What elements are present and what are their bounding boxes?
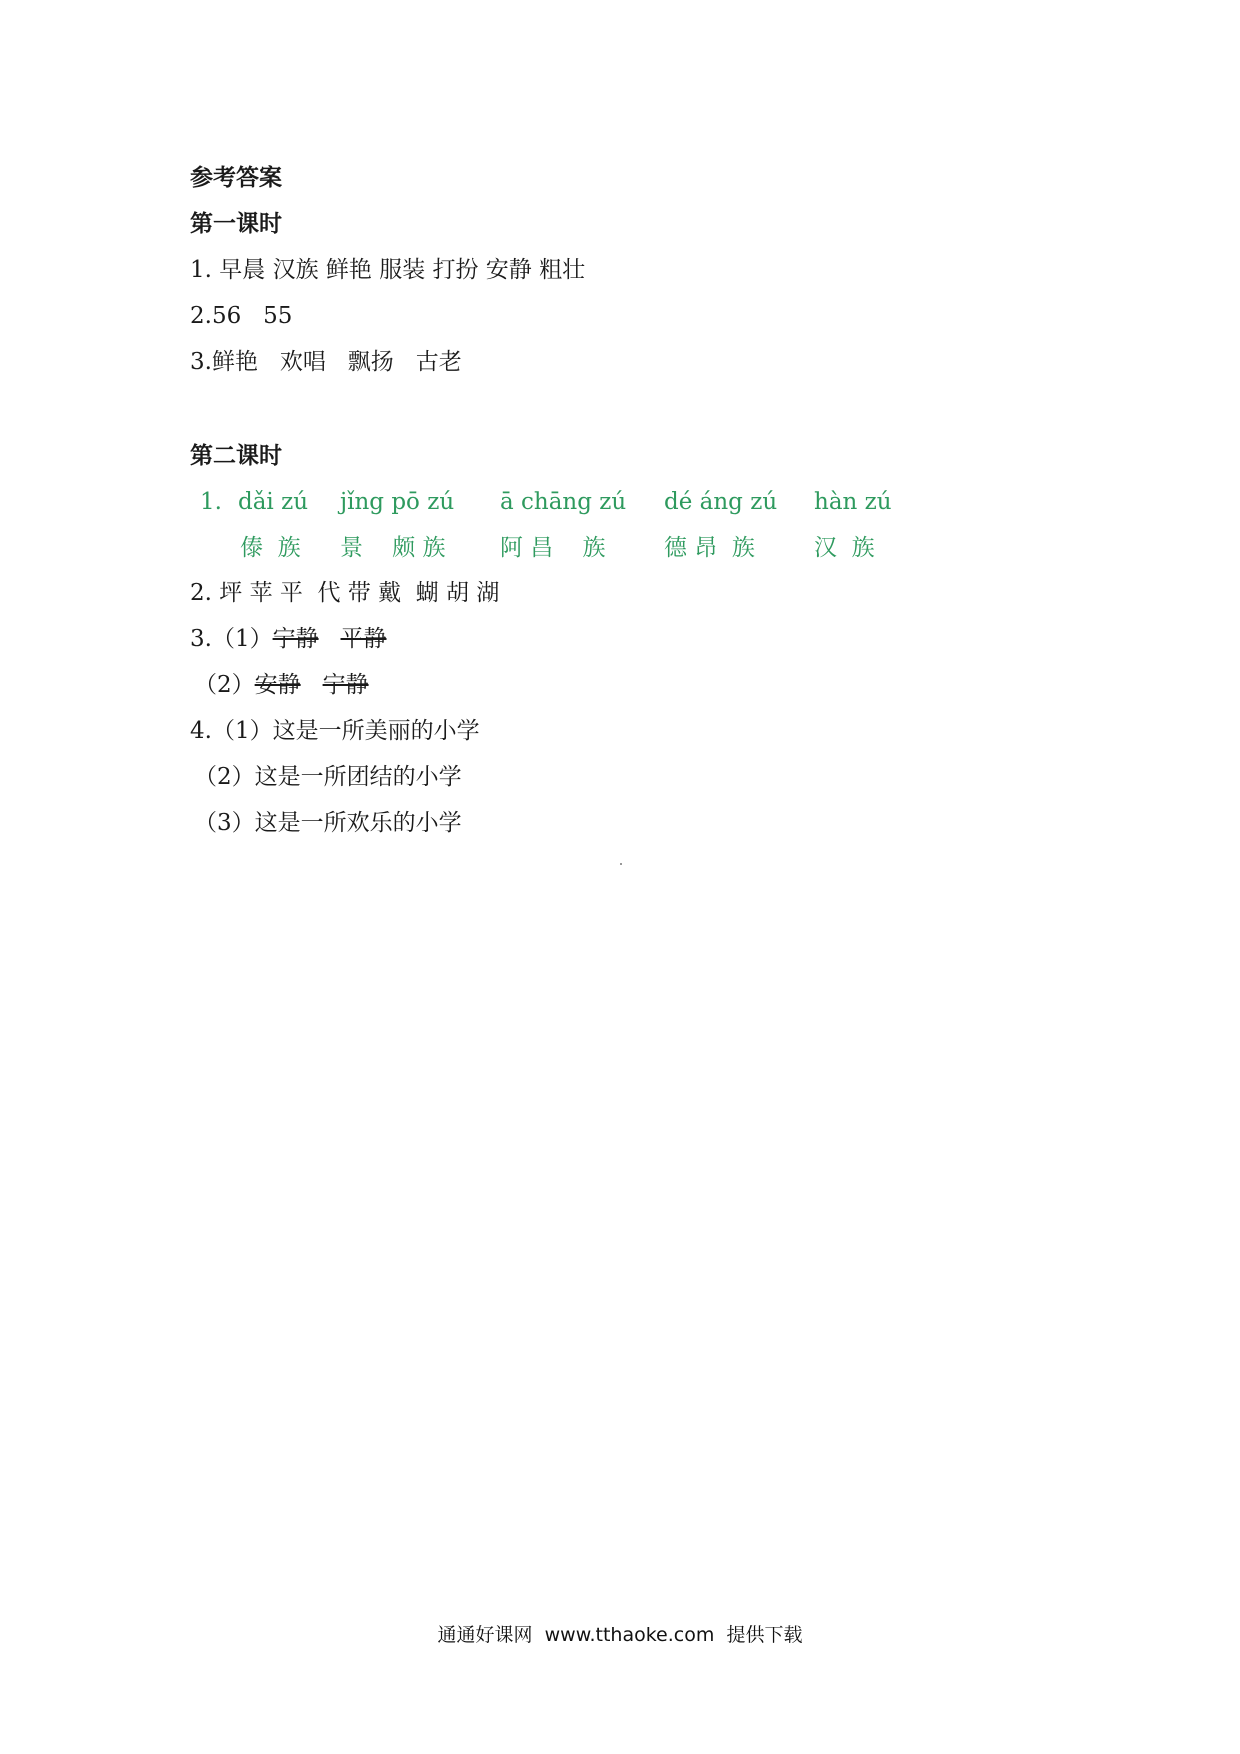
- pinyin-item: dé áng zú: [664, 489, 778, 515]
- lesson2-answer-4-3: （3）这是一所欢乐的小学: [194, 810, 462, 836]
- lesson2-answer-4-2: （2）这是一所团结的小学: [194, 764, 462, 790]
- pinyin-row: [0, 487, 1240, 517]
- pinyin-item: hàn zú: [814, 489, 892, 515]
- lesson2-answer-4-1: 4.（1）这是一所美丽的小学: [190, 718, 480, 744]
- lesson2-answer-3-2: [194, 670, 369, 700]
- lesson1-answer-1: 1. 早晨 汉族 鲜艳 服装 打扮 安静 粗壮: [190, 257, 586, 283]
- lesson2-heading: 第二课时: [190, 443, 282, 469]
- page-footer: 通通好课网 www.tthaoke.com 提供下载: [437, 1624, 803, 1646]
- pinyin-item: jǐng pō zú: [340, 489, 455, 515]
- lesson1-answer-2: 2.56 55: [190, 303, 293, 329]
- answer-label: 3.（1）: [190, 626, 273, 652]
- lesson1-heading: 第一课时: [190, 211, 282, 237]
- hanzi-item: 德 昂 族: [664, 535, 755, 561]
- hanzi-item: 景 颇 族: [340, 535, 446, 561]
- stray-dot: [620, 863, 622, 865]
- lesson2-answer-1-number: 1.: [200, 489, 222, 515]
- struck-word: 安静: [254, 672, 301, 698]
- lesson1-answer-3: 3.鲜艳 欢唱 飘扬 古老: [190, 349, 462, 375]
- hanzi-item: 汉 族: [814, 535, 875, 561]
- lesson2-answer-2: 2. 坪 苹 平 代 带 戴 蝴 胡 湖: [190, 580, 500, 606]
- hanzi-row: [0, 533, 1240, 563]
- struck-word: 宁静: [272, 626, 319, 652]
- pinyin-item: ā chāng zú: [500, 489, 627, 515]
- pinyin-item: dǎi zú: [238, 489, 309, 515]
- answer-label: （2）: [194, 672, 255, 698]
- lesson2-answer-3-1: [190, 624, 387, 654]
- struck-word: 平静: [340, 626, 387, 652]
- hanzi-item: 阿 昌 族: [500, 535, 606, 561]
- page-title: 参考答案: [190, 165, 282, 191]
- hanzi-item: 傣 族: [240, 535, 301, 561]
- struck-word: 宁静: [322, 672, 369, 698]
